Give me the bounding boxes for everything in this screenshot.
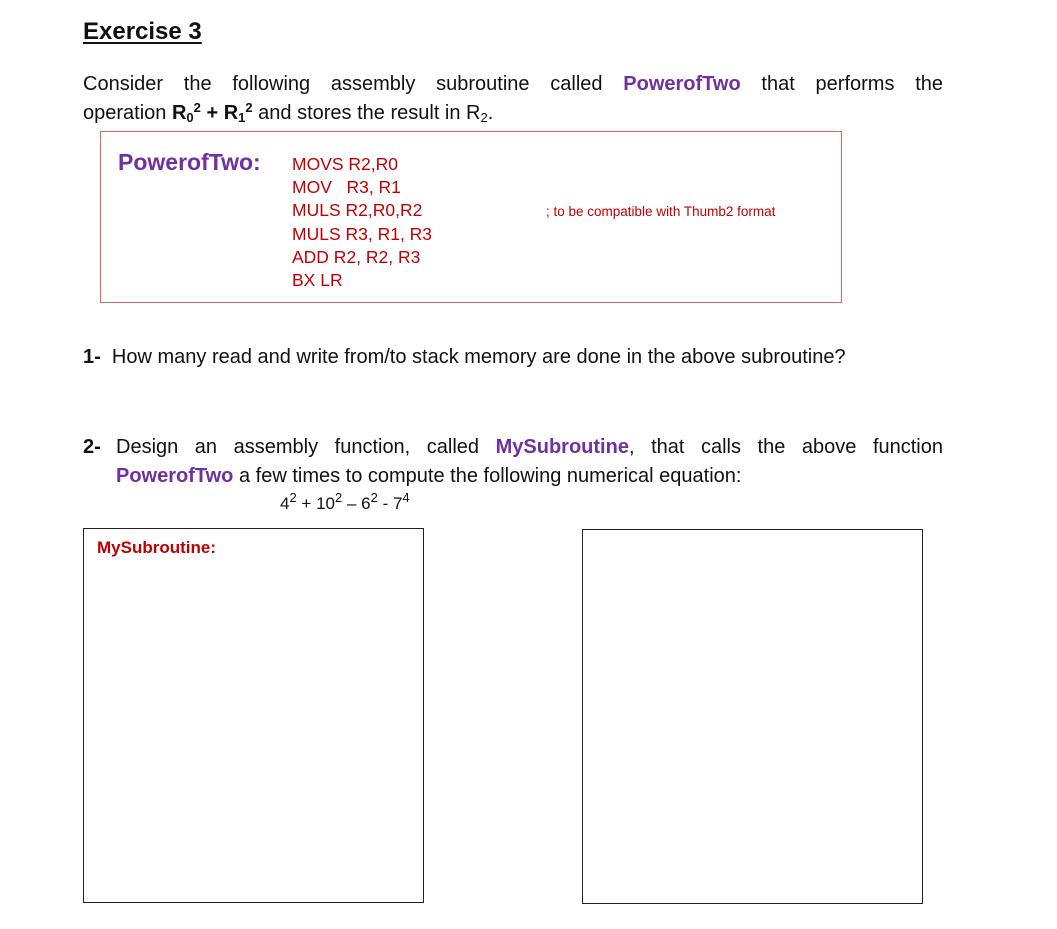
code-line: MOV R3, R1 (292, 177, 401, 198)
intro-text: that performs the (740, 73, 943, 95)
question-number: 1- (83, 346, 101, 368)
function-name-poweroftwo: PowerofTwo (623, 73, 741, 95)
question-text: How many read and write from/to stack memory are done in the above subroutine? (111, 346, 846, 368)
answer-box-left[interactable] (83, 528, 424, 903)
question-text: a few times to compute the following numerical equation: (233, 465, 742, 487)
intro-text: and stores the result in R (252, 102, 481, 124)
code-comment: ; to be compatible with Thumb2 format (546, 204, 776, 219)
code-line: ADD R2, R2, R3 (292, 246, 421, 267)
r0-squared: $R_0^2$ (171, 100, 201, 125)
plus-sign: + (200, 102, 224, 124)
equation: $4^2 + 10^2 - 6^2 - 7^4$ (280, 490, 410, 513)
code-line: BX LR (292, 270, 343, 291)
r1-squared: $R_1^2$ (223, 100, 253, 125)
question-text: , that calls the above function (628, 436, 943, 458)
question-1 (83, 346, 846, 369)
answer-box-label: MySubroutine: (97, 538, 216, 557)
code-label: PowerofTwo: (118, 149, 261, 175)
function-name-mysubroutine: MySubroutine (495, 436, 629, 458)
question-text: Design an assembly function, called (116, 436, 496, 458)
exercise-title: Exercise 3 (83, 18, 202, 45)
answer-box-right[interactable] (582, 529, 923, 904)
code-line: MULS R3, R1, R3 (292, 223, 433, 244)
question-2 (83, 433, 943, 491)
intro-text: operation (83, 102, 172, 124)
intro-text: Consider the following assembly subroutine called (83, 73, 624, 95)
code-listing (292, 153, 432, 292)
function-name-poweroftwo: PowerofTwo (116, 465, 234, 487)
r2-subscript: 2 (480, 110, 488, 125)
code-line: MULS R2,R0,R2 (292, 200, 423, 221)
intro-paragraph: Consider the following assembly subroutine called PowerofTwo that performs the operation $R_0^2 + R_1^2$ and stores the result in $R_2$. (83, 73, 943, 125)
code-line: MOVS R2,R0 (292, 154, 398, 174)
question-number: 2- (83, 436, 101, 458)
